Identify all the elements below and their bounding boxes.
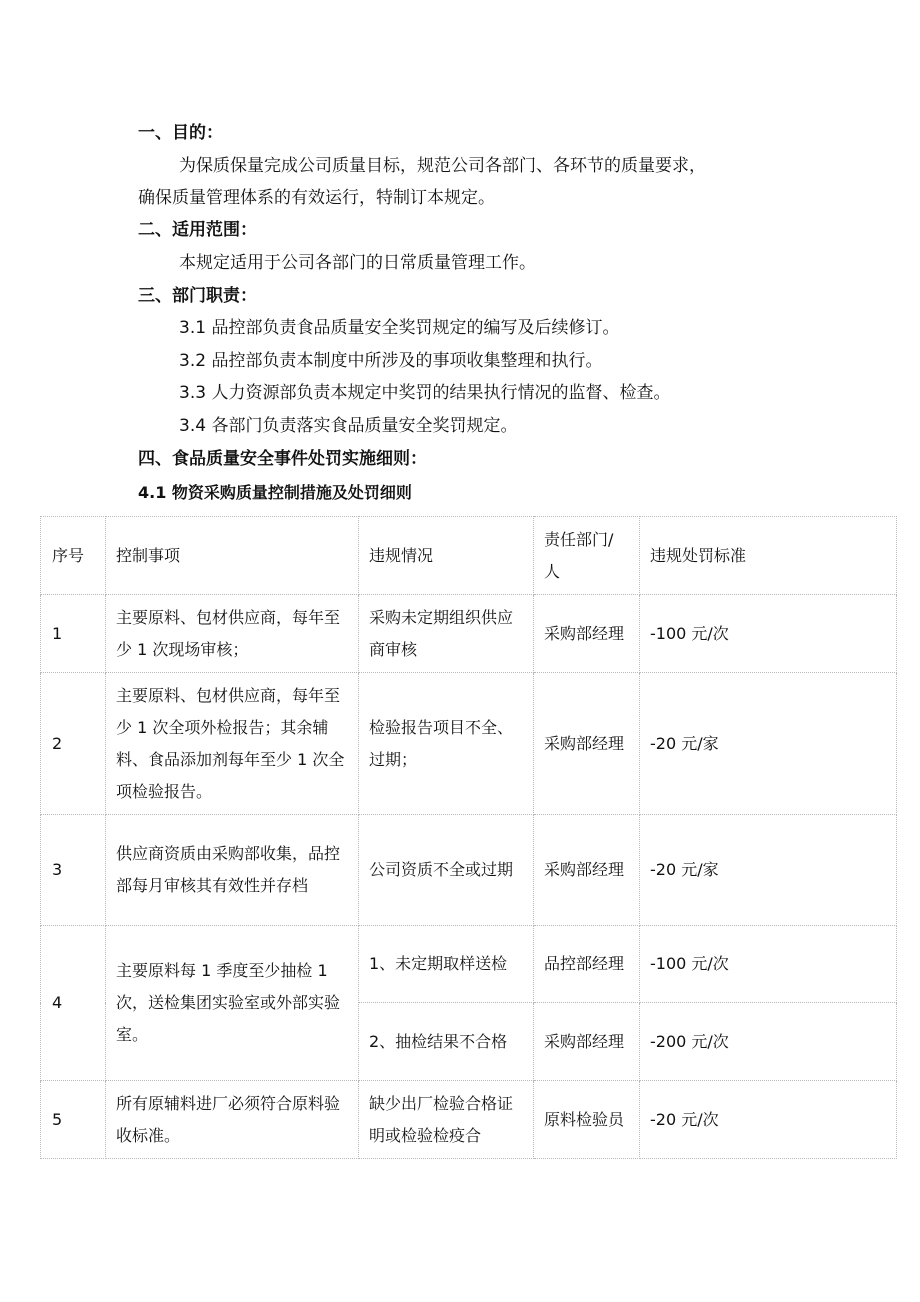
cell-control-item: 主要原料每 1 季度至少抽检 1 次，送检集团实验室或外部实验室。 [106, 926, 359, 1081]
header-responsible: 责任部门/人 [534, 517, 640, 595]
cell-violation: 2、抽检结果不合格 [359, 1003, 534, 1081]
cell-violation: 检验报告项目不全、过期； [359, 673, 534, 815]
cell-number: 1 [41, 595, 106, 673]
table-row [41, 1081, 897, 1159]
cell-responsible: 采购部经理 [534, 1003, 640, 1081]
cell-violation: 1、未定期取样送检 [359, 926, 534, 1003]
cell-violation: 公司资质不全或过期 [359, 815, 534, 926]
cell-number: 5 [41, 1081, 106, 1159]
header-violation: 违规情况 [359, 517, 534, 595]
cell-control-item: 主要原料、包材供应商，每年至少 1 次全项外检报告；其余辅料、食品添加剂每年至少 1 次全项检验报告。 [106, 673, 359, 815]
cell-responsible: 原料检验员 [534, 1081, 640, 1159]
cell-violation: 采购未定期组织供应商审核 [359, 595, 534, 673]
section4-subheading: 4.1 物资采购质量控制措施及处罚细则 [138, 483, 412, 502]
section3-heading: 三、部门职责： [138, 286, 257, 306]
section2-paragraph: 本规定适用于公司各部门的日常质量管理工作。 [179, 253, 536, 273]
cell-penalty: -100 元/次 [640, 595, 897, 673]
cell-penalty: -100 元/次 [640, 926, 897, 1003]
cell-responsible: 采购部经理 [534, 595, 640, 673]
table-row [41, 926, 897, 1003]
cell-control-item: 供应商资质由采购部收集，品控部每月审核其有效性并存档 [106, 815, 359, 926]
header-control-item: 控制事项 [106, 517, 359, 595]
duty-item: 3.1 品控部负责食品质量安全奖罚规定的编写及后续修订。 [179, 318, 620, 338]
cell-control-item: 所有原辅料进厂必须符合原料验收标准。 [106, 1081, 359, 1159]
table-row [41, 673, 897, 815]
cell-number: 2 [41, 673, 106, 815]
section1-paragraph-line1: 为保质保量完成公司质量目标，规范公司各部门、各环节的质量要求， [179, 156, 706, 176]
penalty-table [40, 516, 897, 1159]
duty-item: 3.2 品控部负责本制度中所涉及的事项收集整理和执行。 [179, 351, 603, 371]
cell-number: 3 [41, 815, 106, 926]
section4-heading: 四、食品质量安全事件处罚实施细则： [138, 449, 427, 469]
cell-responsible: 采购部经理 [534, 815, 640, 926]
header-penalty: 违规处罚标准 [640, 517, 897, 595]
cell-penalty: -200 元/次 [640, 1003, 897, 1081]
duty-item: 3.3 人力资源部负责本规定中奖罚的结果执行情况的监督、检查。 [179, 383, 671, 403]
header-number: 序号 [41, 517, 106, 595]
cell-violation: 缺少出厂检验合格证明或检验检疫合 [359, 1081, 534, 1159]
section1-paragraph-line2: 确保质量管理体系的有效运行，特制订本规定。 [138, 188, 495, 208]
section2-heading: 二、适用范围： [138, 220, 257, 240]
duty-item: 3.4 各部门负责落实食品质量安全奖罚规定。 [179, 416, 518, 436]
cell-penalty: -20 元/家 [640, 815, 897, 926]
cell-responsible: 品控部经理 [534, 926, 640, 1003]
table-row [41, 595, 897, 673]
table-header-row [41, 517, 897, 595]
cell-number: 4 [41, 926, 106, 1081]
cell-control-item: 主要原料、包材供应商，每年至少 1 次现场审核； [106, 595, 359, 673]
cell-responsible: 采购部经理 [534, 673, 640, 815]
section1-heading: 一、目的： [138, 123, 223, 143]
cell-penalty: -20 元/家 [640, 673, 897, 815]
table-row [41, 815, 897, 926]
cell-penalty: -20 元/次 [640, 1081, 897, 1159]
